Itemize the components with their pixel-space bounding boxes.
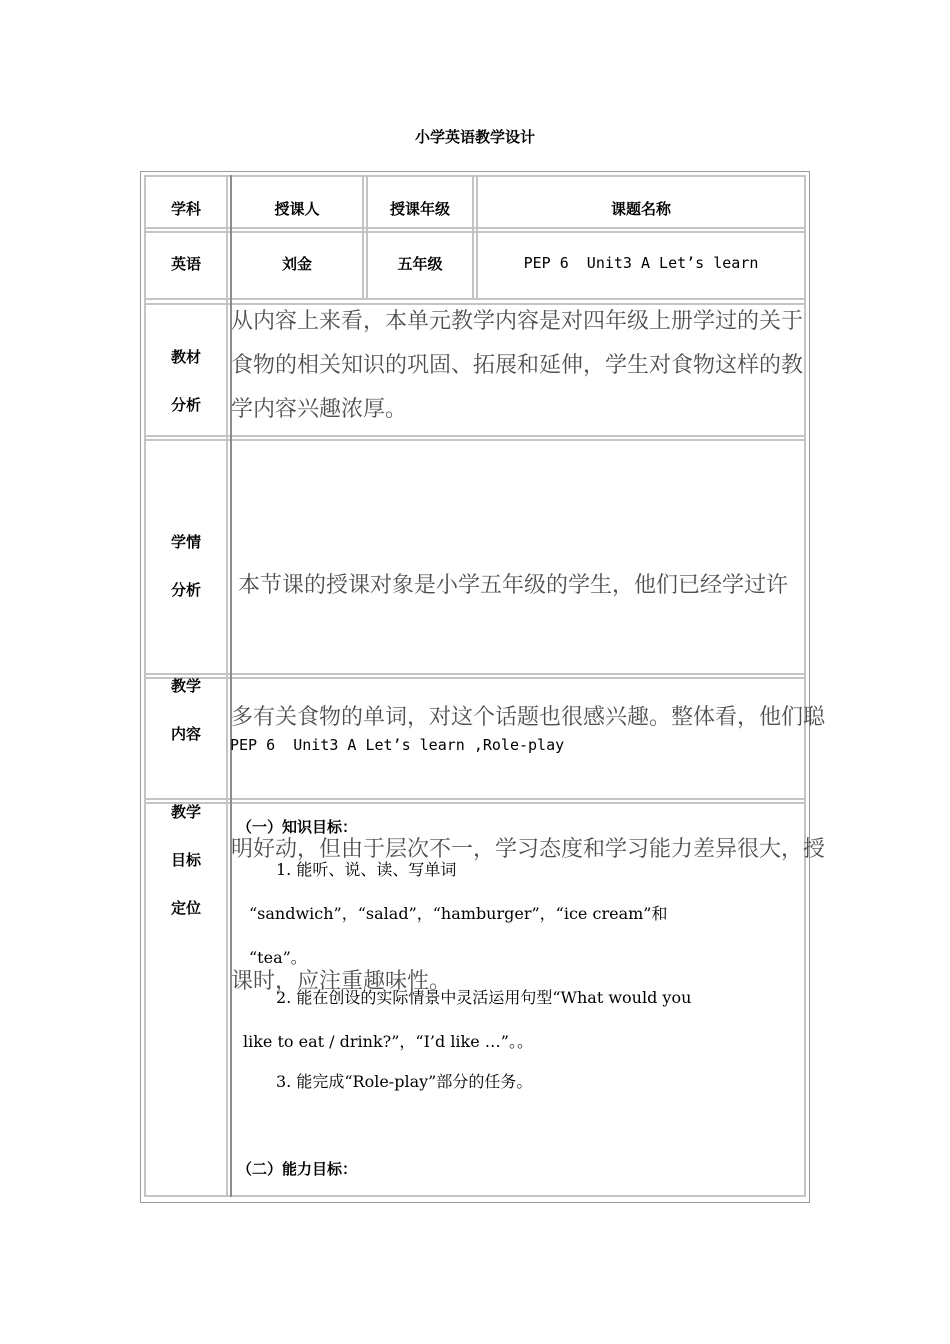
paragraph-line: 本节课的授课对象是小学五年级的学生，他们已经学过许 [231, 573, 788, 598]
grade-value: 五年级 [397, 255, 443, 273]
goals-label-line: 教学 [170, 803, 201, 821]
content-text: PEP 6 Unit3 A Let’s learn ,Role-play [230, 736, 565, 754]
row-divider [144, 175, 806, 177]
goal-item-3: 3. 能完成“Role-play”部分的任务。 [276, 1072, 533, 1091]
header-teacher: 授课人 [274, 200, 320, 218]
paragraph-line: 多有关食物的单词，对这个话题也很感兴趣。整体看，他们聪 [231, 705, 826, 730]
students-label-line: 分析 [170, 581, 201, 599]
header-subject: 学科 [170, 200, 201, 218]
row-divider [144, 227, 806, 229]
paragraph-line: 课时，应注重趣味性。 [231, 969, 452, 994]
goals-label [146, 788, 226, 932]
knowledge-goal-heading: （一）知识目标： [237, 818, 358, 836]
students-analysis-text [231, 476, 826, 1048]
col-divider [472, 175, 474, 300]
subject-value: 英语 [170, 255, 201, 273]
row-divider [144, 231, 806, 233]
col-divider [366, 175, 368, 300]
col-divider [226, 175, 228, 1197]
paragraph-line: 食物的相关知识的巩固、拓展和延伸，学生对食物这样的教 [231, 353, 804, 378]
goals-label-line: 目标 [170, 851, 201, 869]
students-label-line: 学情 [170, 533, 201, 551]
goal-item-1-words: “tea”。 [249, 948, 307, 967]
goal-item-2-cont: like to eat / drink?”，“I’d like …”。。 [243, 1032, 533, 1051]
content-label [146, 662, 226, 758]
header-lesson-title: 课题名称 [610, 200, 671, 218]
paragraph-line: 从内容上来看，本单元教学内容是对四年级上册学过的关于 [231, 309, 804, 334]
material-label-line: 教材 [170, 348, 201, 366]
row-divider [144, 435, 806, 437]
header-grade: 授课年级 [389, 200, 450, 218]
material-analysis-text [231, 300, 811, 432]
paragraph-line: 学内容兴趣浓厚。 [231, 397, 408, 422]
goal-item-1: 1. 能听、说、读、写单词 [276, 860, 457, 879]
goals-label-line: 定位 [170, 899, 201, 917]
document-title: 小学英语教学设计 [414, 128, 535, 146]
content-label-line: 教学 [170, 677, 201, 695]
goal-item-2: 2. 能在创设的实际情景中灵活运用句型“What would you [276, 988, 692, 1007]
paragraph-line: 明好动，但由于层次不一，学习态度和学习能力差异很大，授 [231, 837, 826, 862]
goal-item-1-words: “sandwich”，“salad”，“hamburger”，“ice cream”和 [249, 904, 668, 923]
ability-goal-heading: （二）能力目标： [237, 1160, 358, 1178]
col-divider [476, 175, 478, 300]
material-label-line: 分析 [170, 396, 201, 414]
material-label [146, 333, 226, 429]
col-divider [362, 175, 364, 300]
students-label [146, 518, 226, 614]
row-divider [144, 439, 806, 441]
teacher-value: 刘金 [281, 255, 312, 273]
content-label-line: 内容 [170, 725, 201, 743]
row-divider [144, 1195, 806, 1197]
lesson-value: PEP 6 Unit3 A Let’s learn [523, 254, 759, 272]
